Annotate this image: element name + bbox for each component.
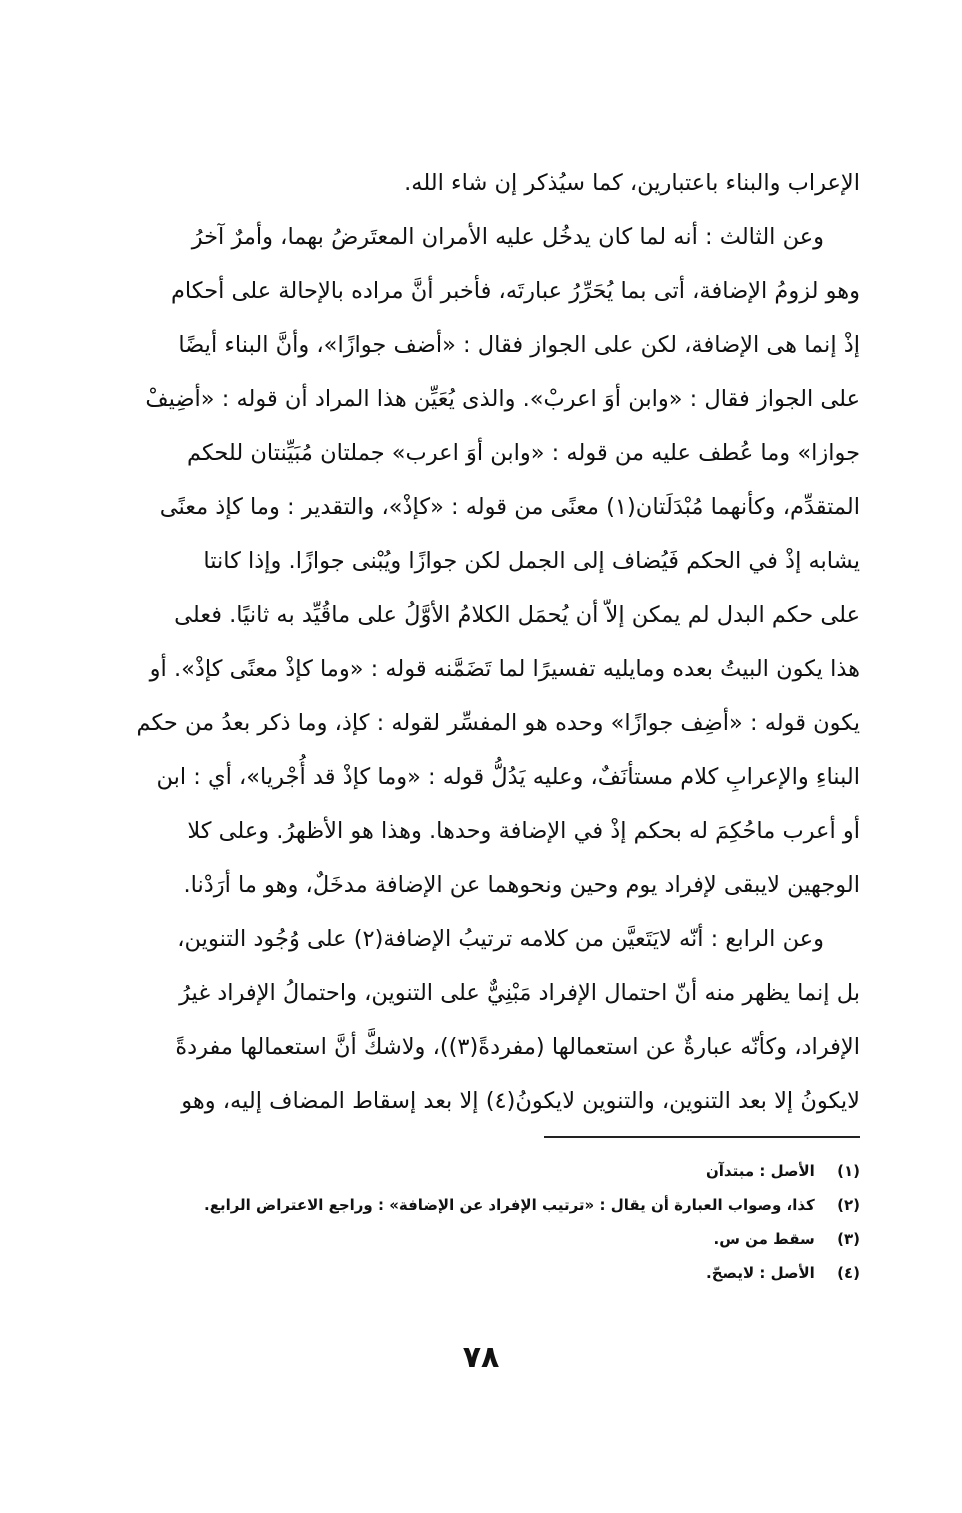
footnote-number: (٢)	[837, 1196, 860, 1214]
text-line: يشابه إذْ في الحكم فَيُضاف إلى الجمل لكن جوازًا ويُبْنى جوازًا. وإذا كانتا	[203, 548, 860, 574]
footnote	[115, 1256, 860, 1290]
text-line: الوجهين لايبقى لإفراد يوم وحين ونحوهما عن الإضافة مدخَلٌ، وهو ما أرَدْنا.	[183, 872, 860, 898]
footnote	[115, 1188, 860, 1222]
footnote-text: سقط من س.	[713, 1230, 815, 1248]
text-line: على الجواز فقال : «وابن أوَ اعربْ». والذى يُعَيِّن هذا المراد أن قوله : «أضِيفْ	[145, 386, 860, 412]
footnote-number: (٤)	[837, 1264, 860, 1282]
text-line: البناءِ والإعرابِ كلام مستأنَفٌ، وعليه يَدُلُّ قوله : «وما كإذْ قد أُجْريا»، أي : ابن	[156, 764, 860, 790]
text-line: جوازا» وما عُطف عليه من قوله : «وابن أوَ اعرب» جملتان مُبَيِّنتان للحكم	[186, 440, 860, 466]
text-line: وهو لزومُ الإضافة، أتى بما يُحَرِّرُ عبارتَه، فأخبر أنَّ مراده بالإحالة على أحكام	[170, 278, 860, 304]
text-line: هذا يكون البيتُ بعده ومايليه تفسيرًا لما تَضَمَّنه قوله : «وما كإذْ معنًى كإذْ». أو	[149, 656, 860, 682]
text-line: إذْ إنما هى الإضافة، لكن على الجواز فقال : «أضف جوازًا»، وأنَّ البناء أيضًا	[178, 332, 860, 358]
main-text	[115, 156, 860, 1128]
text-line: المتقدِّم، وكأنهما مُبْدَلَتان(١) معنًى من قوله : «كإذْ»، والتقدير : وما كإذ معنًى	[159, 494, 860, 520]
footnote-separator	[544, 1136, 860, 1138]
text-line: على حكم البدل لم يمكن إلاّ أن يُحمَل الكلامُ الأوَّلُ على ماقُيِّد به ثانيًا. فعلى	[174, 602, 860, 628]
footnote-number: (١)	[837, 1162, 860, 1180]
footnote-text: كذا، وصواب العبارة أن يقال : «ترتيب الإفراد عن الإضافة» : وراجع الاعتراض الرابع.	[204, 1196, 815, 1214]
text-line: لايكونُ إلا بعد التنوين، والتنوين لايكونُ(٤) إلا بعد إسقاط المضاف إليه، وهو	[181, 1088, 860, 1114]
footnote	[115, 1222, 860, 1256]
text-line: يكون قوله : «أضِف جوازًا» وحده هو المفسِّر لقوله : كإذ، وما ذكر بعدُ من حكم	[136, 710, 860, 736]
text-line: وعن الثالث : أنه لما كان يدخُل عليه الأمران المعتَرضُ بهما، وأمرٌ آخرُ	[191, 224, 824, 250]
footnote	[115, 1154, 860, 1188]
page-number: ٧٨	[462, 1340, 500, 1375]
footnote-text: الأصل : مبتدآن	[705, 1162, 815, 1180]
text-line: الإعراب والبناء باعتبارين، كما سيُذكر إن شاء الله.	[404, 170, 860, 196]
footnote-text: الأصل : لايصحّ.	[706, 1264, 815, 1282]
text-line: وعن الرابع : أنّه لايَتَعيَّن من كلامه ترتيبُ الإضافة(٢) على وُجُود التنوين،	[177, 926, 824, 952]
text-line: أو أعرب ماحُكِمَ له بحكم إذْ في الإضافة وحدها. وهذا هو الأظهرُ. وعلى كلا	[187, 818, 860, 844]
footnotes	[115, 1154, 860, 1290]
text-line: الإفراد، وكأنّه عبارةٌ عن استعمالها (مفردةً(٣))، ولاشكَّ أنَّ استعمالها مفردةً	[175, 1034, 860, 1060]
footnote-number: (٣)	[837, 1230, 860, 1248]
text-line: بل إنما يظهر منه أنّ احتمال الإفراد مَبْنِيٌّ على التنوين، واحتمالُ الإفراد غيرُ	[179, 980, 860, 1006]
